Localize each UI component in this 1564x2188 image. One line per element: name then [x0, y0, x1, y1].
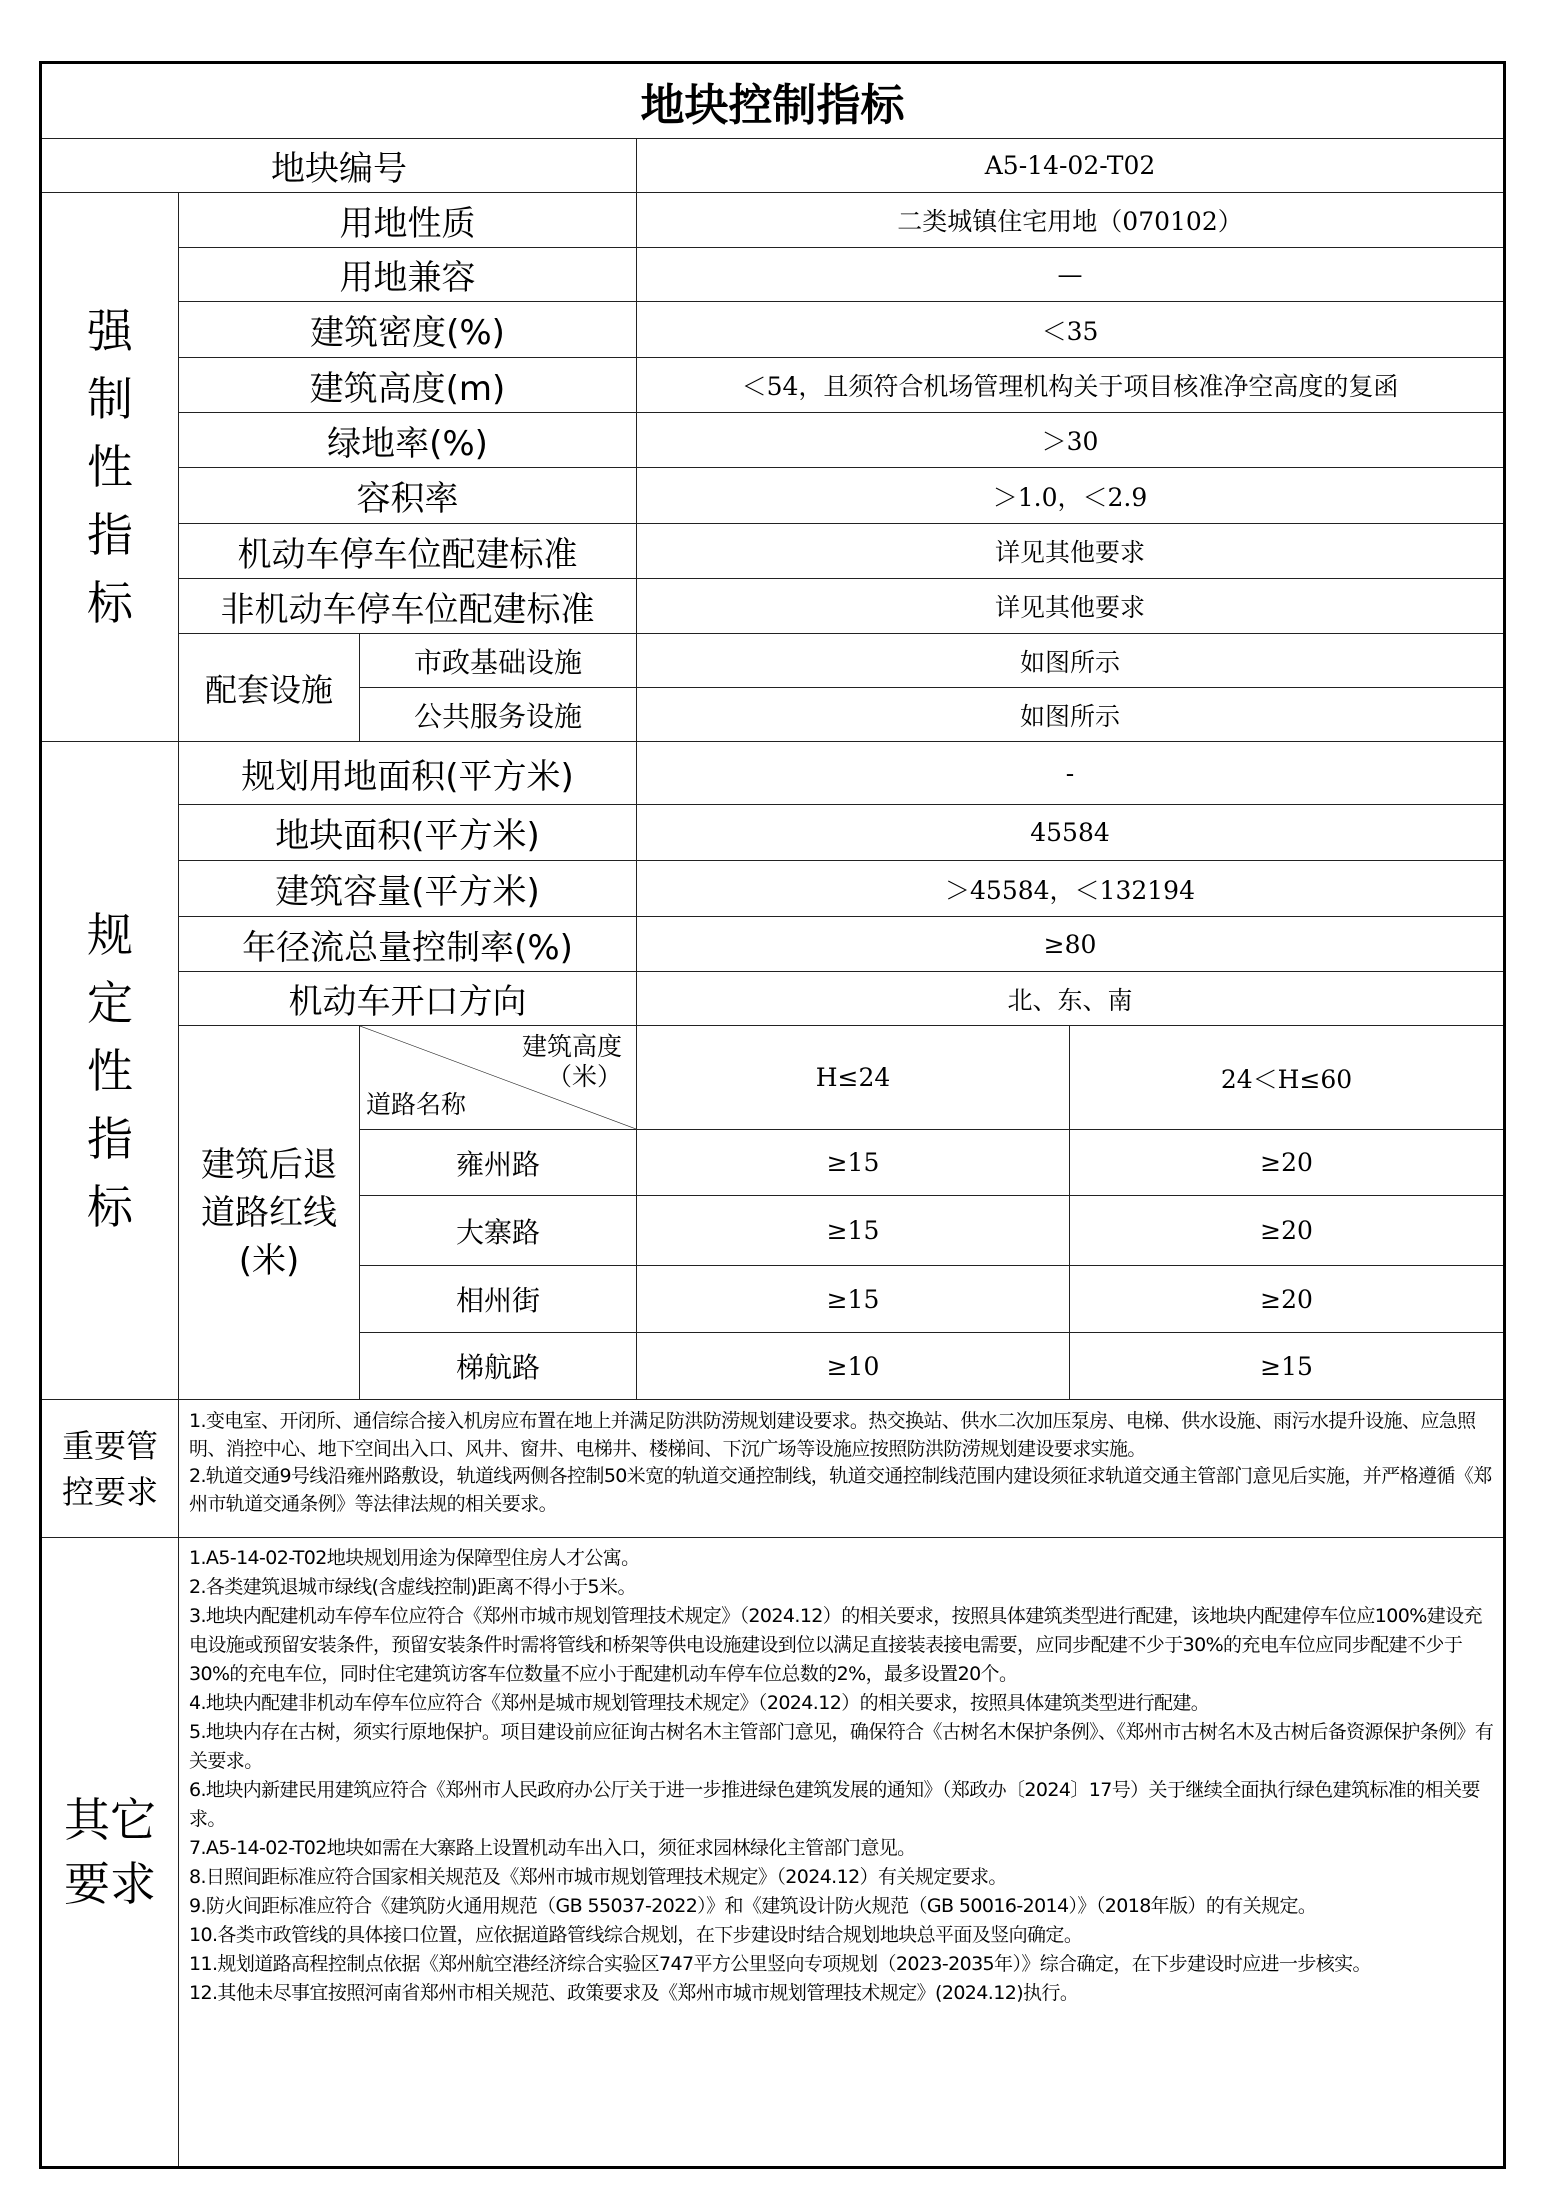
row-value: ＜35 [637, 302, 1505, 358]
facility-label: 市政基础设施 [360, 634, 637, 688]
road-name: 梯航路 [360, 1333, 637, 1400]
note-item: 12.其他未尽事宜按照河南省郑州市相关规范、政策要求及《郑州市城市规划管理技术规定》(2024.12)执行。 [189, 1982, 1079, 2004]
row-value: ＜54，且须符合机场管理机构关于项目核准净空高度的复函 [637, 358, 1505, 413]
row-label: 用地性质 [179, 193, 637, 248]
other-label [41, 1538, 179, 2168]
row-label: 机动车停车位配建标准 [179, 524, 637, 579]
setback-value: ≥15 [1070, 1333, 1505, 1400]
row-label: 容积率 [179, 468, 637, 524]
table-title: 地块控制指标 [41, 63, 1505, 139]
row-value: ＞1.0，＜2.9 [637, 468, 1505, 524]
setback-col1-header: H≤24 [637, 1026, 1070, 1130]
row-label: 建筑容量(平方米) [179, 861, 637, 917]
setback-label [179, 1026, 360, 1400]
road-name: 大寨路 [360, 1196, 637, 1266]
regulatory-section-text: 规定性指标 [87, 907, 133, 1234]
facilities-label: 配套设施 [179, 634, 360, 742]
key-control-label [41, 1400, 179, 1538]
note-item: 2.轨道交通9号线沿雍州路敷设，轨道线两侧各控制50米宽的轨道交通控制线，轨道交通控制线范围内建设须征求轨道交通主管部门意见后实施，并严格遵循《郑州市轨道交通条例》等法律法规的相关要求。 [189, 1465, 1492, 1515]
row-value: 北、东、南 [637, 972, 1505, 1026]
note-item: 1.A5-14-02-T02地块规划用途为保障型住房人才公寓。 [189, 1547, 640, 1569]
setback-value: ≥20 [1070, 1196, 1505, 1266]
setback-value: ≥15 [637, 1266, 1070, 1333]
header-road: 道路名称 [366, 1090, 467, 1119]
row-value: 45584 [637, 805, 1505, 861]
facility-value: 如图所示 [637, 634, 1505, 688]
row-value: 详见其他要求 [637, 524, 1505, 579]
note-item: 4.地块内配建非机动车停车位应符合《郑州是城市规划管理技术规定》（2024.12）的相关要求，按照具体建筑类型进行配建。 [189, 1692, 1210, 1714]
row-value: ＞45584，＜132194 [637, 861, 1505, 917]
setback-value: ≥10 [637, 1333, 1070, 1400]
note-item: 2.各类建筑退城市绿线(含虚线控制)距离不得小于5米。 [189, 1576, 636, 1598]
setback-col2-header: 24＜H≤60 [1070, 1026, 1505, 1130]
setback-label-text: 建筑后退道路红线(米) [201, 1144, 337, 1281]
other-notes [179, 1538, 1505, 2168]
setback-value: ≥20 [1070, 1266, 1505, 1333]
row-value: 二类城镇住宅用地（070102） [637, 193, 1505, 248]
road-name: 雍州路 [360, 1130, 637, 1196]
note-item: 3.地块内配建机动车停车位应符合《郑州市城市规划管理技术规定》（2024.12）的相关要求，按照具体建筑类型进行配建，该地块内配建停车位应100%建设充电设施或预留安装条件，预留安装条件时需将管线和桥架等供电设施建设到位以满足直接装表接电需要，应同步配建不少于30%的充电车位应同步配建不少于30%的充电车位，同时住宅建筑访客车位数量不应小于配建机动车停车位总数的2%，最多设置20个。 [189, 1605, 1482, 1685]
note-item: 7.A5-14-02-T02地块如需在大寨路上设置机动车出入口，须征求园林绿化主管部门意见。 [189, 1837, 916, 1859]
row-label: 用地兼容 [179, 248, 637, 302]
row-label: 建筑密度(%) [179, 302, 637, 358]
parcel-id-value: A5-14-02-T02 [637, 139, 1505, 193]
setback-value: ≥20 [1070, 1130, 1505, 1196]
row-label: 地块面积(平方米) [179, 805, 637, 861]
note-item: 5.地块内存在古树，须实行原地保护。项目建设前应征询古树名木主管部门意见，确保符合《古树名木保护条例》、《郑州市古树名木及古树后备资源保护条例》有关要求。 [189, 1721, 1494, 1772]
key-control-notes [179, 1400, 1505, 1538]
regulatory-section-label [41, 742, 179, 1400]
road-name: 相州街 [360, 1266, 637, 1333]
key-control-label-text: 重要管控要求 [61, 1426, 158, 1511]
row-label: 机动车开口方向 [179, 972, 637, 1026]
setback-value: ≥15 [637, 1130, 1070, 1196]
row-value: ≥80 [637, 917, 1505, 972]
note-item: 6.地块内新建民用建筑应符合《郑州市人民政府办公厅关于进一步推进绿色建筑发展的通知》（郑政办〔2024〕17号）关于继续全面执行绿色建筑标准的相关要求。 [189, 1779, 1480, 1830]
facility-label: 公共服务设施 [360, 688, 637, 742]
note-item: 8.日照间距标准应符合国家相关规范及《郑州市城市规划管理技术规定》（2024.12）有关规定要求。 [189, 1866, 1007, 1888]
note-item: 10.各类市政管线的具体接口位置，应依据道路管线综合规划，在下步建设时结合规划地块总平面及竖向确定。 [189, 1924, 1083, 1946]
row-label: 绿地率(%) [179, 413, 637, 468]
row-label: 非机动车停车位配建标准 [179, 579, 637, 634]
row-value: 详见其他要求 [637, 579, 1505, 634]
mandatory-section-text: 强制性指标 [87, 304, 133, 630]
header-height: 建筑高度（米） [521, 1032, 622, 1091]
note-item: 1.变电室、开闭所、通信综合接入机房应布置在地上并满足防洪防涝规划建设要求。热交换站、供水二次加压泵房、电梯、供水设施、雨污水提升设施、应急照明、消控中心、地下空间出入口、风井、窗井、电梯井、楼梯间、下沉广场等设施应按照防洪防涝规划建设要求实施。 [189, 1410, 1476, 1460]
facility-value: 如图所示 [637, 688, 1505, 742]
setback-diagonal-header [360, 1026, 637, 1130]
parcel-control-table [39, 61, 1506, 2169]
row-label: 年径流总量控制率(%) [179, 917, 637, 972]
row-value: ＞30 [637, 413, 1505, 468]
row-label: 建筑高度(m) [179, 358, 637, 413]
parcel-id-label: 地块编号 [41, 139, 637, 193]
note-item: 11.规划道路高程控制点依据《郑州航空港经济综合实验区747平方公里竖向专项规划（2023-2035年）》综合确定，在下步建设时应进一步核实。 [189, 1953, 1371, 1975]
row-value: - [637, 742, 1505, 805]
setback-value: ≥15 [637, 1196, 1070, 1266]
row-label: 规划用地面积(平方米) [179, 742, 637, 805]
row-value: — [637, 248, 1505, 302]
note-item: 9.防火间距标准应符合《建筑防火通用规范（GB 55037-2022）》和《建筑设计防火规范（GB 50016-2014）》（2018年版）的有关规定。 [189, 1895, 1317, 1917]
other-label-text: 其它要求 [64, 1793, 156, 1911]
mandatory-section-label [41, 193, 179, 742]
